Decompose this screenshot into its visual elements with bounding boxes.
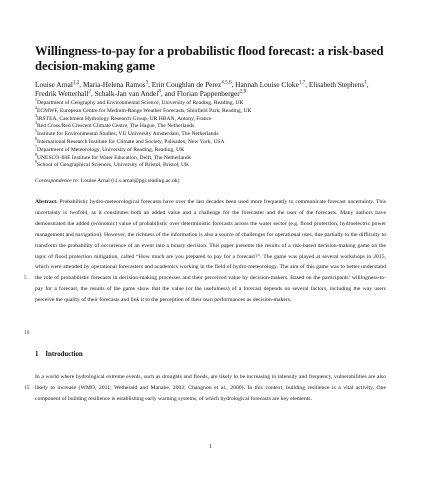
abstract-label: Abstract.: [35, 199, 58, 205]
affiliation-list: [35, 100, 385, 170]
author: Elisabeth Stephens$^1$,: [308, 79, 369, 89]
correspondence-label: Correspondence to:: [35, 178, 80, 184]
affiliation: $^2$ECMWF, European Centre for Medium-Range Weather Forecasts, Shinfield Park, Reading, UK: [35, 105, 252, 114]
author: Maria-Helena Ramos$^3$,: [82, 79, 152, 89]
affiliation: $^4$Red Cross/Red Crescent Climate Centre, The Hague, The Netherlands: [35, 121, 195, 130]
line-number: 5: [24, 275, 27, 281]
author: Fredrik Wetterhall$^2$,: [35, 88, 95, 98]
author: Louise Arnal$^{1,2}$,: [35, 79, 83, 89]
abstract-text: Probabilistic hydro-meteorological forecasts have over the last decades been used more frequently to communicate forecast uncertainty. This uncertainty is twofold, as it constitutes both an added value and a challenge for the forecaster and the user of the forecasts. Many authors have demonstrated the added (economic) value of probabilistic over deterministic forecasts across the water sector (e.g. flood protection, hydroelectric power management and navigation). However, the richness of the information is also a source of challenges for operational uses, due partially to the difficulty to transform the probability of occurrence of an event into a binary decision. This paper presents the results of a risk-based decision-making game on the topic of flood protection mitigation, called “How much are you prepared to pay for a forecast?”. The game was played at several workshops in 2015, which were attended by operational forecasters and academics working in the field of hydro-meteorology. The aim of this game was to better understand the role of probabilistic forecasts in decision-making processes and their perceived value by decision-makers. Based on the participants’ willingness-to-pay for a forecast, the results of the game show that the value (or the usefulness) of a forecast depends on several factors, including the way users perceive the quality of their forecasts and link it to the perception of their own performances as decision-makers.: [35, 199, 386, 304]
affiliation: $^5$Institute for Environmental Studies, VU University Amsterdam, The Netherlands: [35, 129, 219, 138]
paper-title: Willingness-to-pay for a probabilistic flood forecast: a risk-based decision-making game: [35, 44, 384, 73]
author: Schalk-Jan van Andel$^8$,: [94, 88, 165, 98]
correspondence-text: Louise Arnal (l.l.s.arnal@pgr.reading.ac.uk): [80, 178, 180, 184]
intro-paragraph: In a world where hydrological extreme events, such as droughts and floods, are likely to be increasing in intensity and frequency, vulnerabilities are also likely to increase (WMO, 2011; Wetherald and Manabe, 2002; Changnon et al., 2000). In this context, building resilience is a vital activity. One component of building resilience is establishing early warning systems, of which hydrological forecasts are key elements.: [35, 374, 386, 402]
abstract: [35, 197, 386, 306]
correspondence: [35, 178, 385, 185]
section-heading: [35, 351, 83, 358]
affiliation: $^1$Department of Geography and Environmental Science, University of Reading, Reading, UK: [35, 98, 244, 106]
page-number: 1: [209, 444, 212, 450]
affiliation: $^7$Department of Meteorology, University of Reading, Reading, UK: [35, 144, 185, 153]
line-number: 10: [24, 330, 30, 336]
author: Erin Coughlan de Perez$^{4,5,6}$,: [151, 79, 236, 89]
author: Florian Pappenberger$^{2,9}$: [176, 88, 247, 98]
authors-and: and: [164, 89, 176, 98]
affiliation: $^3$IRSTEA, Catchment Hydrology Research Group, UR HBAN, Antony, France: [35, 113, 212, 122]
affiliation: $^6$International Research Institute for Climate and Society, Palisades, New York, USA: [35, 137, 225, 145]
line-number: 15: [24, 385, 30, 391]
affiliation: $^9$School of Geographical Sciences, University of Bristol, Bristol, UK: [35, 160, 190, 169]
section-title: Introduction: [45, 351, 83, 358]
section-number: 1: [35, 351, 39, 358]
author: Hannah Louise Cloke$^{1,7}$,: [235, 79, 309, 89]
author-list: [35, 80, 385, 98]
affiliation: $^8$UNESCO-IHE Institute for Water Education, Delft, The Netherlands: [35, 152, 191, 161]
